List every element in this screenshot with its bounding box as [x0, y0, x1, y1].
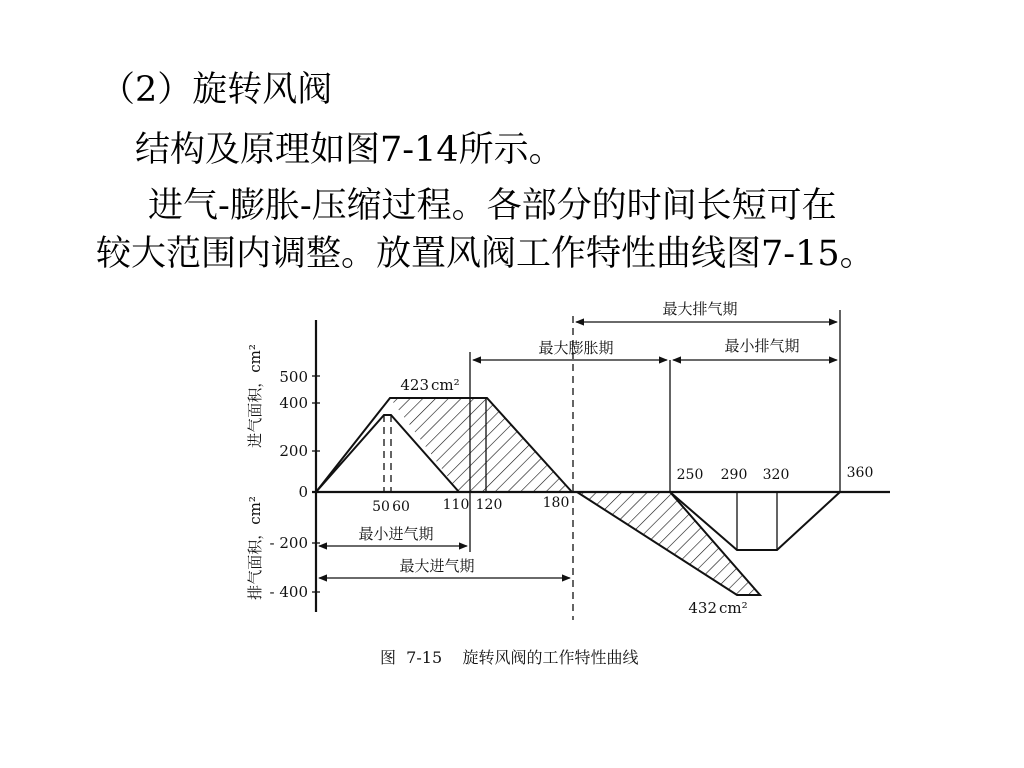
x-tick-label-290: 290	[720, 467, 748, 483]
x-tick-label-320: 320	[762, 467, 790, 483]
figure-caption: 图 7-15 旋转风阀的工作特性曲线	[380, 648, 639, 667]
y-axis-label-exhaust: 排气面积，cm²	[246, 496, 264, 600]
y-tick-label-500: 500	[279, 368, 308, 386]
x-tick-label-110: 110	[442, 497, 470, 513]
x-tick-label-50: 50	[372, 499, 390, 515]
label-min-intake: 最小进气期	[358, 525, 434, 543]
label-min-exhaust: 最小排气期	[724, 337, 800, 355]
paragraph-line-2: 进气-膨胀-压缩过程。各部分的时间长短可在	[148, 186, 837, 226]
label-max-intake: 最大进气期	[399, 557, 475, 575]
exhaust-hatch-region	[577, 492, 760, 595]
y-tick-label-m200: - 200	[269, 534, 308, 552]
y-tick-label-m400: - 400	[269, 583, 308, 601]
peak-intake-annotation: 423 cm²	[400, 376, 460, 394]
x-tick-label-120: 120	[475, 497, 503, 513]
x-tick-label-250: 250	[676, 467, 704, 483]
paragraph-line-1: 结构及原理如图7-14所示。	[135, 130, 564, 170]
paragraph-line-3: 较大范围内调整。放置风阀工作特性曲线图7-15。	[96, 234, 875, 274]
valve-characteristic-figure	[200, 290, 920, 675]
x-tick-label-360: 360	[846, 465, 874, 481]
label-max-expansion: 最大膨胀期	[538, 339, 614, 357]
x-tick-label-60: 60	[392, 499, 410, 515]
y-tick-label-400: 400	[279, 394, 308, 412]
section-heading: （2）旋转风阀	[100, 70, 333, 110]
y-axis-label-intake: 进气面积，cm²	[246, 344, 264, 448]
y-tick-label-0: 0	[298, 483, 308, 501]
x-tick-label-180: 180	[542, 495, 570, 511]
y-tick-label-200: 200	[279, 442, 308, 460]
peak-exhaust-annotation: 432 cm²	[688, 599, 748, 617]
label-max-exhaust: 最大排气期	[662, 300, 738, 318]
